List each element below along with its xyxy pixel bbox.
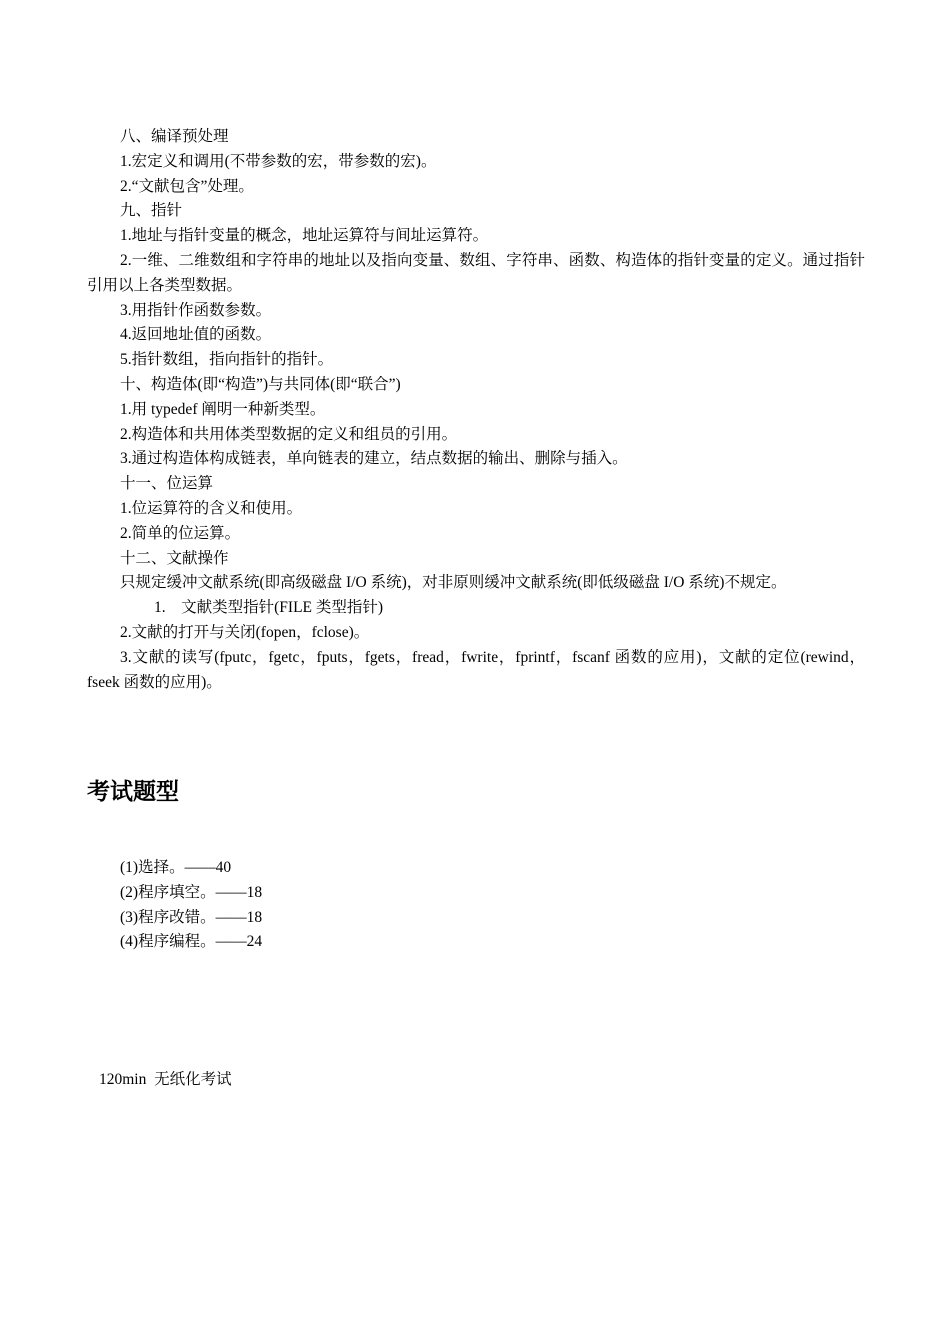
list-item: (2)程序填空。——18	[120, 883, 263, 901]
list-item: 2.一维、二维数组和字符串的地址以及指向变量、数组、字符串、函数、构造体的指针变量的定义。通过指针引用以上各类型数据。	[87, 251, 865, 294]
section-title-preprocessing: 八、编译预处理	[120, 128, 229, 145]
list-item: 1.用 typedef 阐明一种新类型。	[120, 400, 326, 418]
list-item: 1. 文献类型指针(FILE 类型指针)	[154, 599, 384, 617]
section-title-bit-operations: 十一、位运算	[120, 475, 214, 493]
list-item: 3.文献的读写(fputc，fgetc，fputs，fgets，fread，fwrite，fprintf，fscanf 函数的应用)，文献的定位(rewind，fseek 函数的应用)。	[87, 648, 865, 691]
list-item: 2.简单的位运算。	[120, 524, 241, 542]
list-item: (4)程序编程。——24	[120, 933, 263, 951]
list-item: 1.地址与指针变量的概念，地址运算符与间址运算符。	[120, 227, 489, 245]
list-item: (3)程序改错。——18	[120, 908, 263, 926]
section-title-pointers: 九、指针	[120, 202, 183, 220]
list-item: 4.返回地址值的函数。	[120, 326, 272, 344]
list-item: 5.指针数组，指向指针的指针。	[120, 351, 334, 369]
exam-types-heading: 考试题型	[87, 779, 179, 805]
list-item: 3.用指针作函数参数。	[120, 301, 272, 319]
list-item: (1)选择。——40	[120, 859, 232, 876]
list-item: 1.宏定义和调用(不带参数的宏，带参数的宏)。	[120, 152, 437, 170]
section-title-file-operations: 十二、文献操作	[120, 549, 229, 567]
list-item: 3.通过构造体构成链表，单向链表的建立，结点数据的输出、删除与插入。	[120, 450, 628, 468]
list-item: 2.“文献包含”处理。	[120, 177, 254, 195]
section-title-structs: 十、构造体(即“构造”)与共同体(即“联合”)	[120, 375, 401, 393]
exam-types-list	[120, 856, 262, 955]
list-item: 2.构造体和共用体类型数据的定义和组员的引用。	[120, 425, 458, 443]
exam-duration-note: 120min 无纸化考试	[99, 1071, 232, 1088]
list-item: 1.位运算符的含义和使用。	[120, 499, 303, 517]
section-intro: 只规定缓冲文献系统(即高级磁盘 I/O 系统)，对非原则缓冲文献系统(即低级磁盘 I/O 系统)不规定。	[120, 574, 787, 592]
syllabus-content	[87, 125, 865, 695]
list-item: 2.文献的打开与关闭(fopen，fclose)。	[120, 623, 370, 641]
